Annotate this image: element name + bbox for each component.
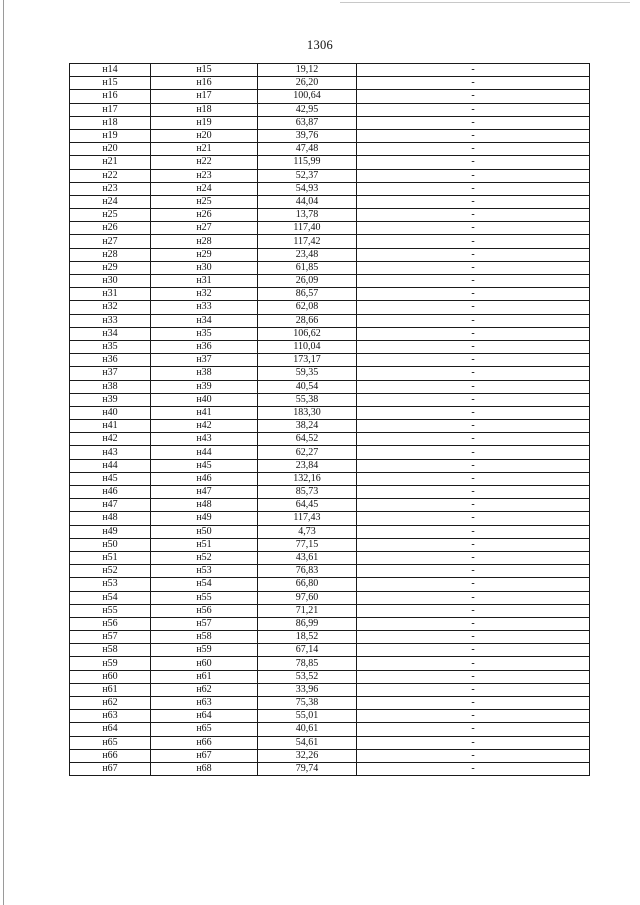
length-cell: 19,12 [258,64,357,77]
table-row [70,103,590,116]
from-point-cell: н59 [70,657,151,670]
length-cell: 40,61 [258,723,357,736]
table-row [70,129,590,142]
table-row [70,182,590,195]
to-point-cell: н43 [151,433,258,446]
note-cell: - [357,578,590,591]
from-point-cell: н41 [70,420,151,433]
to-point-cell: н30 [151,261,258,274]
note-cell: - [357,697,590,710]
length-cell: 77,15 [258,538,357,551]
from-point-cell: н31 [70,288,151,301]
note-cell: - [357,156,590,169]
from-point-cell: н30 [70,275,151,288]
table-row [70,156,590,169]
note-cell: - [357,762,590,775]
to-point-cell: н63 [151,697,258,710]
table-row [70,288,590,301]
to-point-cell: н17 [151,90,258,103]
length-cell: 86,99 [258,617,357,630]
from-point-cell: н14 [70,64,151,77]
note-cell: - [357,723,590,736]
table-row [70,512,590,525]
coordinates-table [69,63,590,776]
table-row [70,762,590,775]
length-cell: 62,27 [258,446,357,459]
table-body [70,64,590,776]
to-point-cell: н56 [151,604,258,617]
to-point-cell: н36 [151,340,258,353]
length-cell: 67,14 [258,644,357,657]
table-row [70,314,590,327]
to-point-cell: н61 [151,670,258,683]
to-point-cell: н18 [151,103,258,116]
table-row [70,64,590,77]
from-point-cell: н17 [70,103,151,116]
from-point-cell: н53 [70,578,151,591]
from-point-cell: н43 [70,446,151,459]
table-row [70,446,590,459]
note-cell: - [357,288,590,301]
from-point-cell: н32 [70,301,151,314]
note-cell: - [357,301,590,314]
to-point-cell: н19 [151,116,258,129]
to-point-cell: н44 [151,446,258,459]
length-cell: 44,04 [258,195,357,208]
length-cell: 42,95 [258,103,357,116]
from-point-cell: н45 [70,472,151,485]
from-point-cell: н60 [70,670,151,683]
from-point-cell: н15 [70,77,151,90]
table-row [70,235,590,248]
length-cell: 100,64 [258,90,357,103]
note-cell: - [357,380,590,393]
length-cell: 78,85 [258,657,357,670]
from-point-cell: н40 [70,406,151,419]
to-point-cell: н68 [151,762,258,775]
from-point-cell: н66 [70,749,151,762]
length-cell: 32,26 [258,749,357,762]
to-point-cell: н24 [151,182,258,195]
length-cell: 23,84 [258,459,357,472]
note-cell: - [357,644,590,657]
from-point-cell: н64 [70,723,151,736]
to-point-cell: н29 [151,248,258,261]
length-cell: 64,52 [258,433,357,446]
from-point-cell: н42 [70,433,151,446]
note-cell: - [357,525,590,538]
note-cell: - [357,446,590,459]
length-cell: 117,42 [258,235,357,248]
table-row [70,657,590,670]
table-row [70,90,590,103]
length-cell: 26,09 [258,275,357,288]
to-point-cell: н20 [151,129,258,142]
from-point-cell: н36 [70,354,151,367]
to-point-cell: н58 [151,631,258,644]
from-point-cell: н49 [70,525,151,538]
to-point-cell: н46 [151,472,258,485]
note-cell: - [357,565,590,578]
from-point-cell: н63 [70,710,151,723]
length-cell: 59,35 [258,367,357,380]
length-cell: 53,52 [258,670,357,683]
from-point-cell: н34 [70,327,151,340]
note-cell: - [357,420,590,433]
to-point-cell: н37 [151,354,258,367]
table-row [70,578,590,591]
length-cell: 183,30 [258,406,357,419]
to-point-cell: н38 [151,367,258,380]
table-row [70,551,590,564]
to-point-cell: н27 [151,222,258,235]
length-cell: 47,48 [258,143,357,156]
length-cell: 110,04 [258,340,357,353]
length-cell: 85,73 [258,486,357,499]
length-cell: 39,76 [258,129,357,142]
table-row [70,261,590,274]
table-row [70,644,590,657]
from-point-cell: н56 [70,617,151,630]
table-row [70,565,590,578]
length-cell: 117,40 [258,222,357,235]
note-cell: - [357,551,590,564]
to-point-cell: н53 [151,565,258,578]
to-point-cell: н62 [151,683,258,696]
table-row [70,393,590,406]
length-cell: 18,52 [258,631,357,644]
length-cell: 75,38 [258,697,357,710]
length-cell: 62,08 [258,301,357,314]
from-point-cell: н27 [70,235,151,248]
length-cell: 64,45 [258,499,357,512]
table-row [70,169,590,182]
from-point-cell: н35 [70,340,151,353]
from-point-cell: н25 [70,209,151,222]
table-row [70,591,590,604]
note-cell: - [357,143,590,156]
length-cell: 52,37 [258,169,357,182]
note-cell: - [357,486,590,499]
to-point-cell: н28 [151,235,258,248]
note-cell: - [357,617,590,630]
note-cell: - [357,604,590,617]
to-point-cell: н21 [151,143,258,156]
note-cell: - [357,64,590,77]
length-cell: 13,78 [258,209,357,222]
note-cell: - [357,209,590,222]
length-cell: 66,80 [258,578,357,591]
to-point-cell: н48 [151,499,258,512]
length-cell: 63,87 [258,116,357,129]
length-cell: 55,01 [258,710,357,723]
note-cell: - [357,367,590,380]
note-cell: - [357,248,590,261]
table-row [70,736,590,749]
table-row [70,340,590,353]
table-row [70,631,590,644]
from-point-cell: н62 [70,697,151,710]
note-cell: - [357,683,590,696]
note-cell: - [357,129,590,142]
to-point-cell: н55 [151,591,258,604]
table-row [70,143,590,156]
table-row [70,499,590,512]
table-row [70,380,590,393]
from-point-cell: н33 [70,314,151,327]
length-cell: 86,57 [258,288,357,301]
table-row [70,538,590,551]
table-row [70,433,590,446]
from-point-cell: н51 [70,551,151,564]
to-point-cell: н59 [151,644,258,657]
from-point-cell: н46 [70,486,151,499]
table-row [70,697,590,710]
from-point-cell: н65 [70,736,151,749]
from-point-cell: н50 [70,538,151,551]
from-point-cell: н21 [70,156,151,169]
note-cell: - [357,657,590,670]
note-cell: - [357,77,590,90]
note-cell: - [357,710,590,723]
from-point-cell: н18 [70,116,151,129]
note-cell: - [357,631,590,644]
from-point-cell: н29 [70,261,151,274]
to-point-cell: н45 [151,459,258,472]
to-point-cell: н23 [151,169,258,182]
note-cell: - [357,169,590,182]
to-point-cell: н39 [151,380,258,393]
to-point-cell: н60 [151,657,258,670]
table-row [70,327,590,340]
note-cell: - [357,499,590,512]
note-cell: - [357,591,590,604]
to-point-cell: н25 [151,195,258,208]
from-point-cell: н58 [70,644,151,657]
note-cell: - [357,459,590,472]
to-point-cell: н54 [151,578,258,591]
to-point-cell: н31 [151,275,258,288]
table-row [70,222,590,235]
to-point-cell: н34 [151,314,258,327]
note-cell: - [357,340,590,353]
from-point-cell: н52 [70,565,151,578]
table-row [70,670,590,683]
length-cell: 26,20 [258,77,357,90]
length-cell: 55,38 [258,393,357,406]
table-row [70,604,590,617]
length-cell: 38,24 [258,420,357,433]
note-cell: - [357,538,590,551]
note-cell: - [357,195,590,208]
to-point-cell: н50 [151,525,258,538]
from-point-cell: н39 [70,393,151,406]
table-row [70,420,590,433]
length-cell: 54,61 [258,736,357,749]
table-row [70,248,590,261]
table-row [70,301,590,314]
table-row [70,116,590,129]
table-row [70,749,590,762]
note-cell: - [357,406,590,419]
table-row [70,683,590,696]
length-cell: 71,21 [258,604,357,617]
length-cell: 132,16 [258,472,357,485]
length-cell: 33,96 [258,683,357,696]
page-number: 1306 [306,38,334,52]
table-row [70,710,590,723]
to-point-cell: н57 [151,617,258,630]
from-point-cell: н38 [70,380,151,393]
from-point-cell: н54 [70,591,151,604]
to-point-cell: н66 [151,736,258,749]
from-point-cell: н67 [70,762,151,775]
page-top-edge-line [340,2,630,3]
from-point-cell: н44 [70,459,151,472]
page-left-edge-line [3,0,4,905]
to-point-cell: н15 [151,64,258,77]
from-point-cell: н24 [70,195,151,208]
length-cell: 61,85 [258,261,357,274]
note-cell: - [357,103,590,116]
from-point-cell: н23 [70,182,151,195]
note-cell: - [357,314,590,327]
from-point-cell: н48 [70,512,151,525]
note-cell: - [357,90,590,103]
to-point-cell: н16 [151,77,258,90]
to-point-cell: н40 [151,393,258,406]
note-cell: - [357,433,590,446]
length-cell: 173,17 [258,354,357,367]
to-point-cell: н49 [151,512,258,525]
table-row [70,617,590,630]
table-row [70,195,590,208]
note-cell: - [357,749,590,762]
from-point-cell: н55 [70,604,151,617]
to-point-cell: н41 [151,406,258,419]
note-cell: - [357,222,590,235]
from-point-cell: н28 [70,248,151,261]
to-point-cell: н51 [151,538,258,551]
table-row [70,525,590,538]
table-row [70,367,590,380]
length-cell: 76,83 [258,565,357,578]
table-row [70,275,590,288]
to-point-cell: н64 [151,710,258,723]
from-point-cell: н22 [70,169,151,182]
note-cell: - [357,472,590,485]
length-cell: 115,99 [258,156,357,169]
to-point-cell: н65 [151,723,258,736]
from-point-cell: н19 [70,129,151,142]
note-cell: - [357,512,590,525]
table-row [70,209,590,222]
from-point-cell: н61 [70,683,151,696]
to-point-cell: н22 [151,156,258,169]
from-point-cell: н57 [70,631,151,644]
table-row [70,77,590,90]
to-point-cell: н47 [151,486,258,499]
length-cell: 4,73 [258,525,357,538]
to-point-cell: н33 [151,301,258,314]
from-point-cell: н16 [70,90,151,103]
to-point-cell: н42 [151,420,258,433]
from-point-cell: н47 [70,499,151,512]
length-cell: 117,43 [258,512,357,525]
length-cell: 23,48 [258,248,357,261]
length-cell: 28,66 [258,314,357,327]
length-cell: 40,54 [258,380,357,393]
table-row [70,354,590,367]
from-point-cell: н37 [70,367,151,380]
note-cell: - [357,736,590,749]
table-row [70,723,590,736]
length-cell: 106,62 [258,327,357,340]
note-cell: - [357,261,590,274]
table-row [70,406,590,419]
length-cell: 43,61 [258,551,357,564]
length-cell: 97,60 [258,591,357,604]
note-cell: - [357,354,590,367]
table-row [70,486,590,499]
to-point-cell: н52 [151,551,258,564]
note-cell: - [357,670,590,683]
to-point-cell: н67 [151,749,258,762]
table-row [70,459,590,472]
to-point-cell: н35 [151,327,258,340]
note-cell: - [357,327,590,340]
length-cell: 79,74 [258,762,357,775]
note-cell: - [357,182,590,195]
note-cell: - [357,116,590,129]
to-point-cell: н32 [151,288,258,301]
length-cell: 54,93 [258,182,357,195]
from-point-cell: н26 [70,222,151,235]
table-row [70,472,590,485]
to-point-cell: н26 [151,209,258,222]
from-point-cell: н20 [70,143,151,156]
note-cell: - [357,235,590,248]
note-cell: - [357,393,590,406]
note-cell: - [357,275,590,288]
